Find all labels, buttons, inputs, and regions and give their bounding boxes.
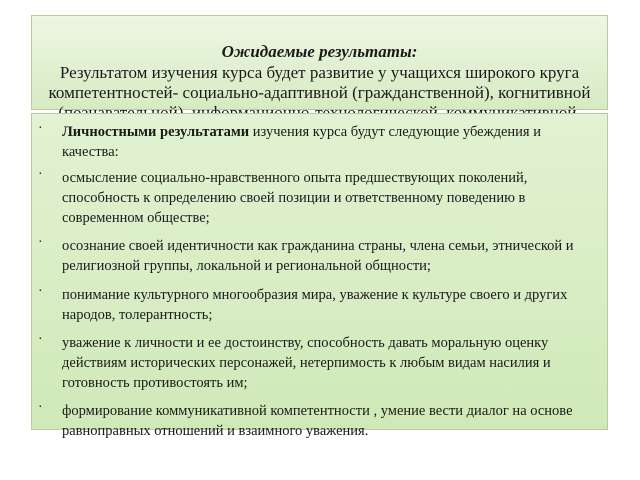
list-item-lead: Личностными результатами: [62, 124, 250, 140]
list-item-text: формирование коммуникативной компетентности , умение вести диалог на основе равноправных отношений и взаимного уважения.: [62, 403, 573, 439]
bullet-icon: ·: [38, 400, 43, 415]
list-item-rest: изучения курса будут следующие убеждения и качества:: [62, 124, 541, 160]
bullet-icon: ·: [38, 121, 43, 136]
results-box: [31, 113, 608, 439]
bullet-icon: ·: [38, 284, 43, 299]
list-item-text: уважение к личности и ее достоинству, способность давать моральную оценку действиям исторических персонажей, нетерпимость к любым видам насилия и готовность противостоять им;: [62, 335, 551, 391]
list-item-text: [62, 122, 595, 162]
list-item-text: понимание культурного многообразия мира, уважение к культуре своего и других народов, толерантность;: [62, 287, 568, 323]
header-title: Ожидаемые результаты:: [221, 42, 418, 61]
bullet-icon: ·: [38, 332, 43, 347]
header-text: Результатом изучения курса будет развитие у учащихся широкого круга компетентностей- социально-адаптивной (гражданственной), когнитивной: [48, 63, 591, 102]
header-box: [31, 15, 608, 110]
bullet-icon: ·: [38, 167, 43, 182]
list-item-text: осмысление социально-нравственного опыта предшествующих поколений, способность к определению своей позиции и ответственному поведению в современном обществе;: [62, 170, 528, 226]
list-item-text: осознание своей идентичности как гражданина страны, члена семьи, этнической и религиозной группы, локальной и региональной общности;: [62, 238, 574, 274]
bullet-icon: ·: [38, 235, 43, 250]
